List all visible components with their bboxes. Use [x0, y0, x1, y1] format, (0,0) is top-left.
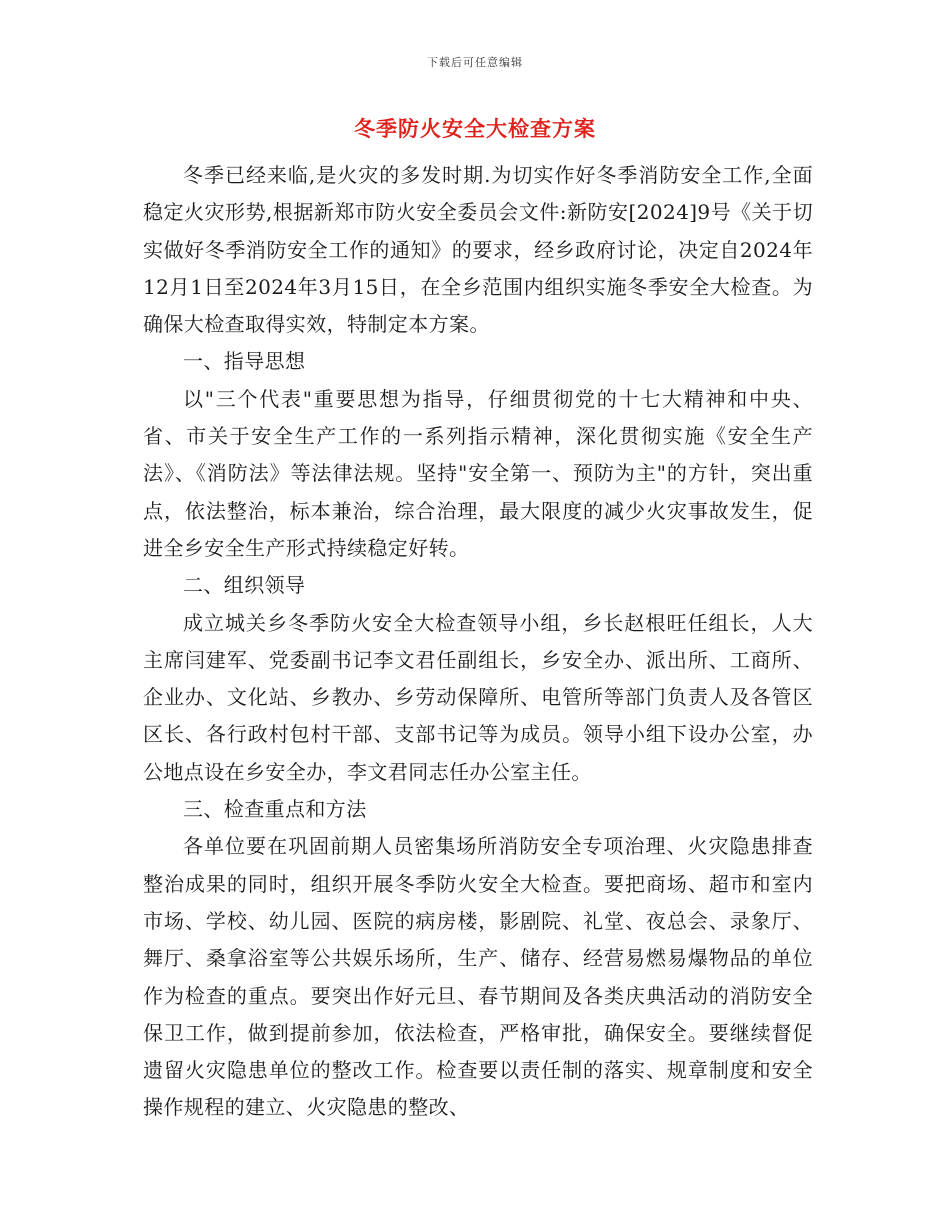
inspection-focus-paragraph: 各单位要在巩固前期人员密集场所消防安全专项治理、火灾隐患排查整治成果的同时，组织开展冬季防火安全大检查。要把商场、超市和室内市场、学校、幼儿园、医院的病房楼，影剧院、礼堂、夜总会、录象厅、舞厅、桑拿浴室等公共娱乐场所，生产、储存、经营易燃易爆物品的单位作为检查的重点。要突出作好元旦、春节期间及各类庆典活动的消防安全保卫工作，做到提前参加，依法检查，严格审批，确保安全。要继续督促遗留火灾隐患单位的整改工作。检查要以责任制的落实、规章制度和安全操作规程的建立、火灾隐患的整改、 — [143, 834, 813, 1120]
section-heading-organization: 二、组织领导 — [183, 573, 306, 598]
section-heading-inspection-focus: 三、检查重点和方法 — [183, 797, 367, 822]
intro-paragraph: 冬季已经来临,是火灾的多发时期.为切实作好冬季消防安全工作,全面稳定火灾形势,根据新郑市防火安全委员会文件:新防安[2024]9号《关于切实做好冬季消防安全工作的通知》的要求，经乡政府讨论，决定自2024年12月1日至2024年3月15日，在全乡范围内组织实施冬季安全大检查。为确保大检查取得实效，特制定本方案。 — [143, 163, 813, 337]
document-title: 冬季防火安全大检查方案 — [354, 116, 596, 141]
document-body — [143, 157, 813, 1127]
page-header-note: 下载后可任意编辑 — [427, 56, 523, 69]
section-heading-guiding-ideology: 一、指导思想 — [183, 349, 306, 374]
organization-paragraph: 成立城关乡冬季防火安全大检查领导小组，乡长赵根旺任组长，人大主席闫建军、党委副书记李文君任副组长，乡安全办、派出所、工商所、企业办、文化站、乡教办、乡劳动保障所、电管所等部门负责人及各管区区长、各行政村包村干部、支部书记等为成员。领导小组下设办公室，办公地点设在乡安全办，李文君同志任办公室主任。 — [143, 610, 813, 784]
guiding-ideology-paragraph: 以"三个代表"重要思想为指导，仔细贯彻党的十七大精神和中央、省、市关于安全生产工作的一系列指示精神，深化贯彻实施《安全生产法》、《消防法》等法律法规。坚持"安全第一、预防为主"的方针，突出重点，依法整治，标本兼治，综合治理，最大限度的减少火灾事故发生，促进全乡安全生产形式持续稳定好转。 — [143, 386, 813, 560]
